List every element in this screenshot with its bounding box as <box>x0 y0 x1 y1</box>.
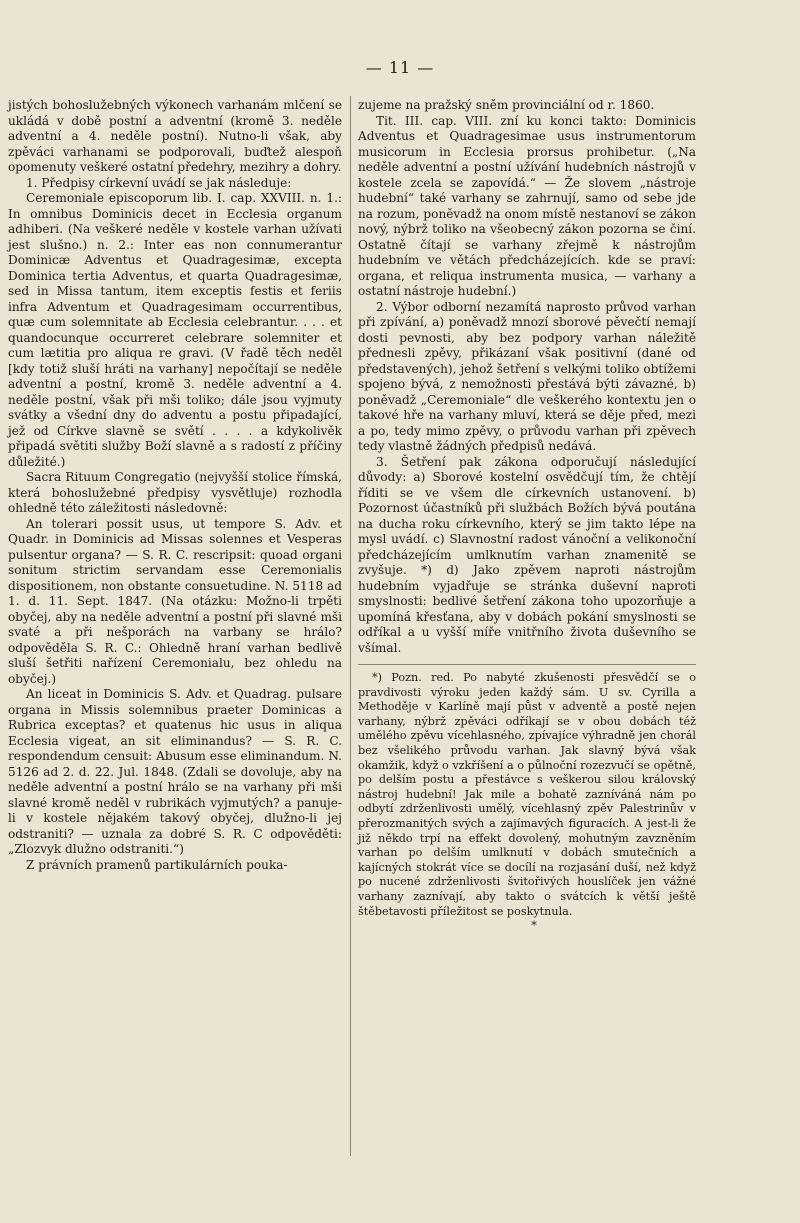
paragraph: jistých bohoslužebných výkonech varhanám mlčení se ukládá v době postní a adventní (kromě 3. neděle adventní a 4. neděle postní). Nutno-li však, aby zpěváci varhanami se podporovali, buďtež alespoň opomenuty veškeré ostatní předehry, mezihry a dohry. <box>8 98 342 174</box>
column-divider <box>350 96 351 1156</box>
paragraph: Tit. III. cap. VIII. zní ku konci takto: Dominicis Adventus et Quadragesimae usus instrumentorum musicorum in Ecclesia prorsus prohibetur. („Na neděle adventní a postní užívání hudebních nástrojů v kostele zcela se zapovídá.“ — Že slovem „nástroje hudební“ také varhany se zahrnují, samo od sebe jde na rozum, poněvadž na onom místě nestanoví se zákon nový, nýbrž toliko na všeobecný zákon pozorna se činí. Ostatně čítají se varhany zřejmě k nástrojům hudebním ve větách předcházejících. kde se praví: organa, et reliqua instrumenta musica, — varhany a ostatní nástroje hudební.) <box>358 113 696 298</box>
paragraph: An liceat in Dominicis S. Adv. et Quadrag. pulsare organa in Missis solemnibus praeter Dominicas a Rubrica exceptas? et quatenus hic usus in aliqua Ecclesia vigeat, an sit eliminandus? — S. R. C. respondendum censuit: Abusum esse eliminandum. N. 5126 ad 2. d. 22. Jul. 1848. (Zdali se dovoluje, aby na neděle adventní a postní hrálo se na varhany při mši slavné kromě neděl v rubrikách vyjmutých? a panuje-li v kostele nějakém takový obyčej, dlužno-li jej odstraniti? — uznala za dobré S. R. C odpověděti: „Zlozvyk dlužno odstraniti.“) <box>8 687 342 856</box>
footnote-divider <box>358 664 696 665</box>
paragraph: zujeme na pražský sněm provinciální od r. 1860. <box>358 98 655 112</box>
paragraph: An tolerari possit usus, ut tempore S. Adv. et Quadr. in Dominicis ad Missas solennes et Vesperas pulsentur organa? — S. R. C. rescripsit: quoad organi sonitum strictim servandam esse Ceremonialis dispositionem, non obstante consuetudine. N. 5118 ad 1. d. 11. Sept. 1847. (Na otázku: Možno-li trpěti obyčej, aby na neděle adventní a postní při slavné mši svaté a při nešporách na varbany se hrálo? odpověděla S. R. C.: Ohledně hraní varhan bedlivě sluší šetřiti nařízení Ceremonialu, bez ohledu na obyčej.) <box>8 516 342 686</box>
paragraph: Sacra Rituum Congregatio (nejvyšší stolice římská, která bohoslužebné předpisy vysvětluje) rozhodla ohledně této záležitosti následovně: <box>8 470 342 515</box>
footnote-text: *) Pozn. red. Po nabyté zkušenosti přesvědčí se o pravdivosti výroku jeden každý sám. U sv. Cyrilla a Methoděje v Karlíně mají půst v adventě a postě nejen varhany, nýbrž zpěváci odříkají se v obou dobách též umělého zpěvu vícehlasného, zpívajíce výhradně jen chorál bez všelikého průvodu varhan. Jak slavný bývá však okamžik, když o vzkříšení a o půlnoční rozezvučí se opětně, po delším postu a přestávce s veškerou silou královský nástroj hudební! Jak mile a bohatě zazníváná nám po odbytí zdrženlivosti umělý, vícehlasný zpěv Palestrinův v přerozmanitých svých a zajímavých figuracích. A jest-li že již někdo trpí na effekt dovolený, mohutným zavzněním varhan po delším umlknutí v dobách smutečních a kajícných stokrát více se docílí na rozjasání duší, než když po nucené zdrženlivosti švitořivých houslíček jen vážné varhany zaznívají, aby takto o svátcích k větší ještě štěbetavosti příležitost se poskytnula. <box>358 671 696 918</box>
right-column <box>358 98 696 934</box>
paragraph: 1. Předpisy církevní uvádí se jak následuje: <box>26 175 292 190</box>
left-column <box>8 98 342 873</box>
paragraph: 3. Šetření pak zákona odporučují následující důvody: a) Sborové kostelní osvědčují tím, že chtějí říditi se ve všem dle církevních ustanovení. b) Pozornost účastníků při službách Božích bývá poutána na ducha roku církevního, který se jim takto lépe na mysl uvádí. c) Slavnostní radost vánoční a velikonoční předcházejícím umlknutím varhan znamenitě se zvyšuje. *) d) Jako zpěvem naproti nástrojům hudebním vyjadřuje se stránka duševní naproti smyslnosti: bedlivé šetření zákona toho upozorňuje a upomíná křesťana, aby v dobách pokání smyslnosti se odříkal a u vyšší míře vnitřního života duševního se všímal. <box>358 454 696 655</box>
page-number: — 11 — <box>365 58 435 77</box>
paragraph: Ceremoniale episcoporum lib. I. cap. XXVIII. n. 1.: In omnibus Dominicis decet in Ecclesia organum adhiberi. (Na veškeré neděle v kostele varhan užívati jest slušno.) n. 2.: Inter eas non connumerantur Dominicæ Adventus et Quadragesimæ, excepta Dominica tertia Adventus, et quarta Quadragesimæ, sed in Missa tantum, item exceptis festis et feriis infra Adventum et Quadragesimam occurrentibus, quæ cum solemnitate ab Ecclesia celebrantur. . . . et quandocunque occurreret celebrare solemniter et cum lætitia pro aliqua re gravi. (V řadě těch neděl [kdy totiž sluší hráti na varhany] nepočítají se neděle adventní a postní, kromě 3. neděle adventní a 4. neděle postní, však při mši toliko; dále jsou vyjmuty svátky a všední dny do adventu a postu připadající, jež od Církve slavně se světí . . . . a kdykolivěk připadá světiti služby Boží slavně a s radostí z příčiny důležité.) <box>8 191 342 469</box>
footnote <box>358 671 696 934</box>
footnote-star: * <box>531 919 537 933</box>
paragraph: 2. Výbor odborní nezamítá naprosto průvod varhan při zpívání, a) poněvadž mnozí sborové pěvečtí nemají dosti pevnosti, aby bez podpory varhan náležitě přednesli zpěvy, přikázaní však positivní (dané od představených), jehož šetření s velkými toliko obtížemi spojeno bývá, z nemožnosti přestává býti závazné, b) poněvadž „Ceremoniale“ dle veškerého kontextu jen o takové hře na varhany mluví, která se děje před, mezi a po, tedy mimo zpěvy, o průvodu varhan při zpěvech tedy vlastně žádných předpisů nedává. <box>358 299 696 453</box>
paragraph: Z právních pramenů partikulárních pouka- <box>26 857 288 872</box>
